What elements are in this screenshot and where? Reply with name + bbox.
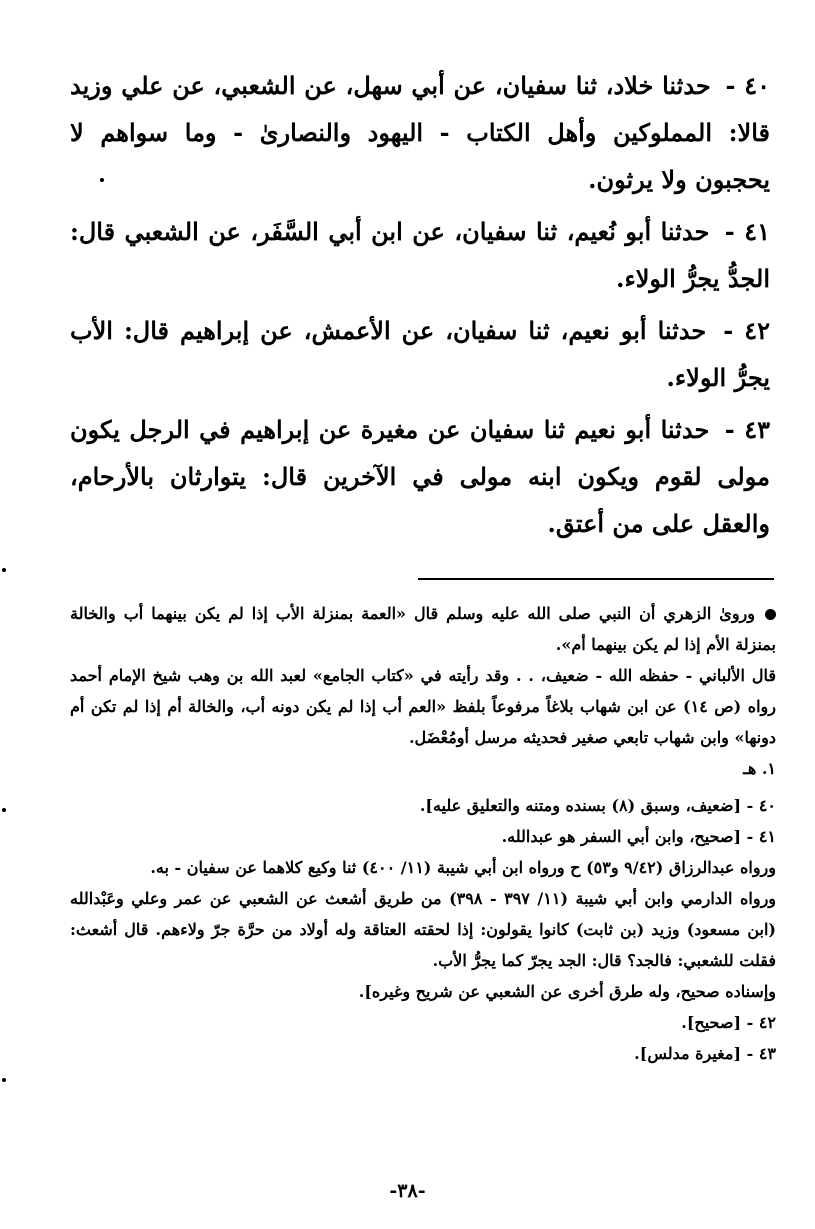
footnotes xyxy=(70,598,776,1069)
hadith-list xyxy=(70,62,770,552)
hadith-number: ٤٢ - xyxy=(723,316,770,345)
hadith-number: ٤٠ - xyxy=(725,71,771,100)
scan-speck xyxy=(2,1078,6,1082)
hadith-number: ٤٣ - xyxy=(724,415,770,444)
scan-speck xyxy=(2,568,6,572)
hadith-text: حدثنا أبو نعيم ثنا سفيان عن مغيرة عن إبراهيم في الرجل يكون مولى لقوم ويكون ابنه مولى في الآخرين قال: يتوارثان بالأرحام، والعقل على من أعتق. xyxy=(70,415,770,538)
footnote-42: ٤٢ - [صحيح]. xyxy=(681,1013,776,1032)
hadith-41 xyxy=(70,208,770,302)
hadith-text: حدثنا أبو نعيم، ثنا سفيان، عن الأعمش، عن إبراهيم قال: الأب يجرُّ الولاء. xyxy=(70,316,770,392)
page-number: -٣٨- xyxy=(389,1180,426,1202)
hadith-text: حدثنا خلاد، ثنا سفيان، عن أبي سهل، عن الشعبي، عن علي وزيد قالا: المملوكين وأهل الكتاب - اليهود والنصارىٰ - وما سواهم لا يحجبون ولا يرثون. xyxy=(70,71,770,194)
footnote-divider xyxy=(418,578,774,580)
footnote-41-line-4: وإسناده صحيح، وله طرق أخرى عن الشعبي عن شريح وغيره]. xyxy=(358,982,776,1001)
footnote-bullet-end: ١. هـ xyxy=(743,759,776,778)
hadith-40 xyxy=(70,62,770,203)
footnote-43: ٤٣ - [مغيرة مدلس]. xyxy=(634,1044,776,1063)
hadith-42 xyxy=(70,307,770,401)
scan-speck xyxy=(100,178,104,182)
footnote-text: وروىٰ الزهري أن النبي صلى الله عليه وسلم قال «العمة بمنزلة الأب إذا لم يكن بينهما أب والخالة بمنزلة الأم إذا لم يكن بينهما أم». xyxy=(70,604,776,654)
footnote-bullet-para-2: قال الألباني - حفظه الله - ضعيف، . . وقد رأيته في «كتاب الجامع» لعبد الله بن وهب شيخ الإمام أحمد رواه (ص ١٤) عن ابن شهاب بلاغاً مرفوعاً بلفظ «العم أب إذا لم يكن دونه أب، والخالة أم إذا لم تكن أم دونها» وابن شهاب تابعي صغير فحديثه مرسل أومُعْضَل. xyxy=(70,666,776,747)
footnote-40: ٤٠ - [ضعيف، وسبق (٨) بسنده ومتنه والتعليق عليه]. xyxy=(419,796,776,815)
hadith-text: حدثنا أبو نُعيم، ثنا سفيان، عن ابن أبي السَّفَر، عن الشعبي قال: الجدُّ يجرُّ الولاء. xyxy=(70,217,770,293)
footnote-bullet-para-1 xyxy=(70,598,776,660)
footnote-41-line-3: ورواه الدارمي وابن أبي شيبة (١١/ ٣٩٧ - ٣٩٨) من طريق أشعث عن الشعبي عن عمر وعلي وعَبْدالله (ابن مسعود) وزيد (بن ثابت) كانوا يقولون: إذا لحقته العتاقة وله أولاد من حرَّة جرّ ولاءهم. قال أشعث: فقلت للشعبي: فالجد؟ قال: الجد يجرّ كما يجرُّ الأب. xyxy=(70,889,777,970)
scan-speck xyxy=(2,808,6,812)
hadith-43 xyxy=(70,406,770,547)
footnote-41-line-1: ٤١ - [صحيح، وابن أبي السفر هو عبدالله. xyxy=(501,827,776,846)
bullet-icon xyxy=(765,609,776,620)
hadith-number: ٤١ - xyxy=(724,217,770,246)
footnote-41-line-2: ورواه عبدالرزاق (٩/٤٢ و٥٣) ح ورواه ابن أبي شيبة (١١/ ٤٠٠) ثنا وكيع كلاهما عن سفيان - به. xyxy=(150,858,776,877)
